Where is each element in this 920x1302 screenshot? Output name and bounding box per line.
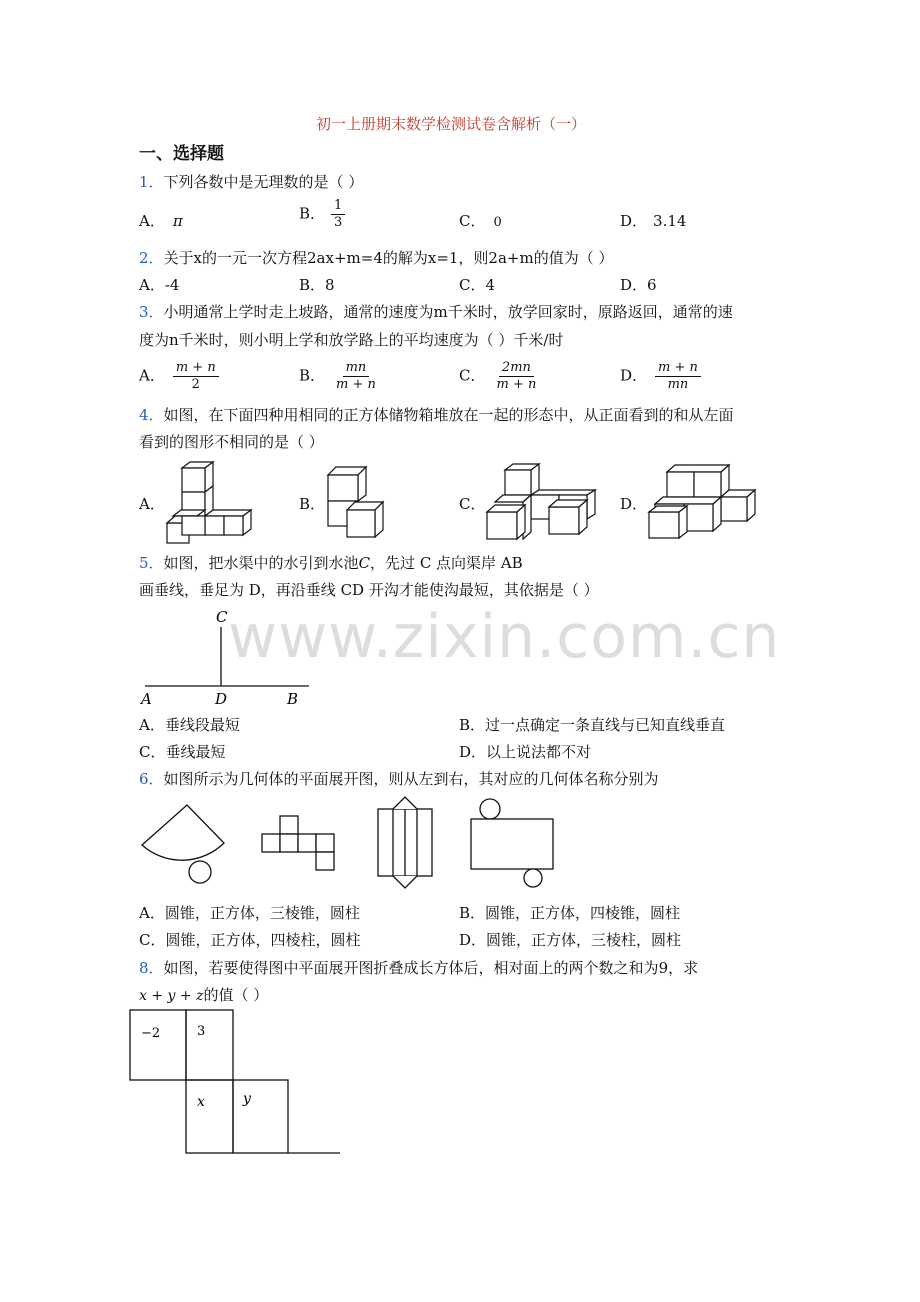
q6-option-b[interactable]: B．圆锥，正方体，四棱锥，圆柱 [459,904,681,922]
option-label: A． [139,366,165,385]
cube-stack-c [485,462,600,542]
q5-option-c[interactable]: C．垂线最短 [139,743,226,761]
cylinder-net [468,797,563,892]
q4-option-b[interactable]: B． [299,495,326,513]
q1-option-a[interactable] [139,210,183,231]
cell-neg2: −2 [141,1026,161,1041]
denominator: 2 [191,377,200,392]
question-text: 关于x的一元一次方程2ax+m=4的解为x=1，则2a+m的值为（ ） [163,249,614,267]
label-a: A [141,690,152,708]
option-label: B． [299,204,326,223]
q1-option-c[interactable] [459,210,502,231]
question-number: 6． [139,770,164,788]
cell-y: y [243,1091,251,1107]
question-text: 的值（ ） [203,986,269,1004]
q2-option-b[interactable]: B．8 [299,276,335,294]
cube-stack-d [645,462,760,542]
number-value: 9 [658,959,669,977]
q2-option-a[interactable]: A．-4 [139,276,180,294]
option-label: D． [620,366,648,385]
q2-option-d[interactable]: D．6 [620,276,657,294]
question-6 [139,768,659,789]
question-number: 4． [139,406,164,424]
q6-option-c[interactable]: C．圆锥，正方体，四棱柱，圆柱 [139,931,361,949]
question-number: 1． [139,173,164,191]
question-text: 如图，若要使得图中平面展开图折叠成长方体后，相对面上的两个数之和为 [163,959,659,977]
fraction [333,360,379,393]
question-number: 2． [139,249,164,267]
denominator: m + n [336,377,376,392]
watermark: www.zixin.com.cn [228,602,781,672]
perpendicular-diagram [139,605,319,708]
q3-option-c[interactable] [459,360,539,393]
expression: x + y + z [139,988,204,1004]
option-label: A． [139,212,165,230]
question-8 [139,957,698,978]
prism-net [375,795,435,890]
q3-option-b[interactable] [299,360,379,393]
numerator: m + n [173,360,219,377]
denominator: mn [667,377,689,392]
q3-option-d[interactable] [620,360,701,393]
question-5-line2: 画垂线，垂足为 D，再沿垂线 CD 开沟才能使沟最短，其依据是（ ） [139,581,599,599]
cell-x: x [197,1094,205,1110]
question-text: 如图，把水渠中的水引到水池 [163,554,359,572]
option-value: 3.14 [653,212,687,230]
fraction [493,360,539,393]
denominator: m + n [496,377,537,392]
q6-option-d[interactable]: D．圆锥，正方体，三棱柱，圆柱 [459,931,682,949]
numerator: mn [343,360,370,377]
question-text: ，求 [668,959,699,977]
q3-option-a[interactable] [139,360,219,393]
question-1 [139,171,363,192]
question-number: 8． [139,959,164,977]
option-label: C． [459,212,486,230]
label-d: D [215,690,228,708]
section-heading: 一、选择题 [139,144,224,164]
option-label: C． [459,366,486,385]
question-3-line2: 度为n千米时，则小明上学和放学路上的平均速度为（ ）千米/时 [139,331,564,349]
fraction [173,360,219,393]
label-c: C [216,608,228,626]
q4-option-d[interactable]: D． [620,495,648,513]
question-text: 如图，在下面四种用相同的正方体储物箱堆放在一起的形态中，从正面看到的和从左面 [163,406,734,424]
q4-option-a[interactable]: A． [139,495,165,513]
fraction [331,198,345,231]
point-label: C [358,554,371,572]
numerator: 2mn [499,360,534,377]
q4-option-c[interactable]: C． [459,495,486,513]
q1-option-b[interactable] [299,198,345,231]
option-value: 0 [493,215,502,230]
q5-option-b[interactable]: B．过一点确定一条直线与已知直线垂直 [459,716,726,734]
question-5 [139,552,523,573]
cone-net [139,800,234,890]
cube-stack-b [325,465,395,540]
question-8-line2 [139,984,268,1005]
numerator: 1 [331,198,345,215]
q5-option-d[interactable]: D．以上说法都不对 [459,743,592,761]
question-3 [139,301,733,322]
question-4-line2: 看到的图形不相同的是（ ） [139,433,324,451]
cube-net [260,814,340,874]
page-title: 初一上册期末数学检测试卷含解析（一） [316,115,587,133]
question-text: 下列各数中是无理数的是（ ） [163,173,364,191]
question-text: 如图所示为几何体的平面展开图，则从左到右，其对应的几何体名称分别为 [163,770,659,788]
label-b: B [287,690,299,708]
option-label: B． [299,366,326,385]
question-text: 小明通常上学时走上坡路，通常的速度为m千米时，放学回家时，原路返回，通常的速 [163,303,733,321]
denominator: 3 [334,215,343,230]
fraction [655,360,701,393]
q2-option-c[interactable]: C．4 [459,276,496,294]
question-2 [139,247,613,268]
question-text: ，先过 C 点向渠岸 AB [370,554,523,572]
question-number: 5． [139,554,164,572]
q5-option-a[interactable]: A．垂线段最短 [139,716,240,734]
option-value: π [172,212,183,230]
question-number: 3． [139,303,164,321]
cube-stack-a [165,460,265,545]
question-4 [139,404,734,425]
numerator: m + n [655,360,701,377]
option-label: D． [620,212,648,230]
q6-option-a[interactable]: A．圆锥，正方体，三棱锥，圆柱 [139,904,360,922]
q1-option-d[interactable] [620,210,686,231]
cuboid-net [129,1009,344,1157]
cell-3: 3 [197,1024,206,1039]
